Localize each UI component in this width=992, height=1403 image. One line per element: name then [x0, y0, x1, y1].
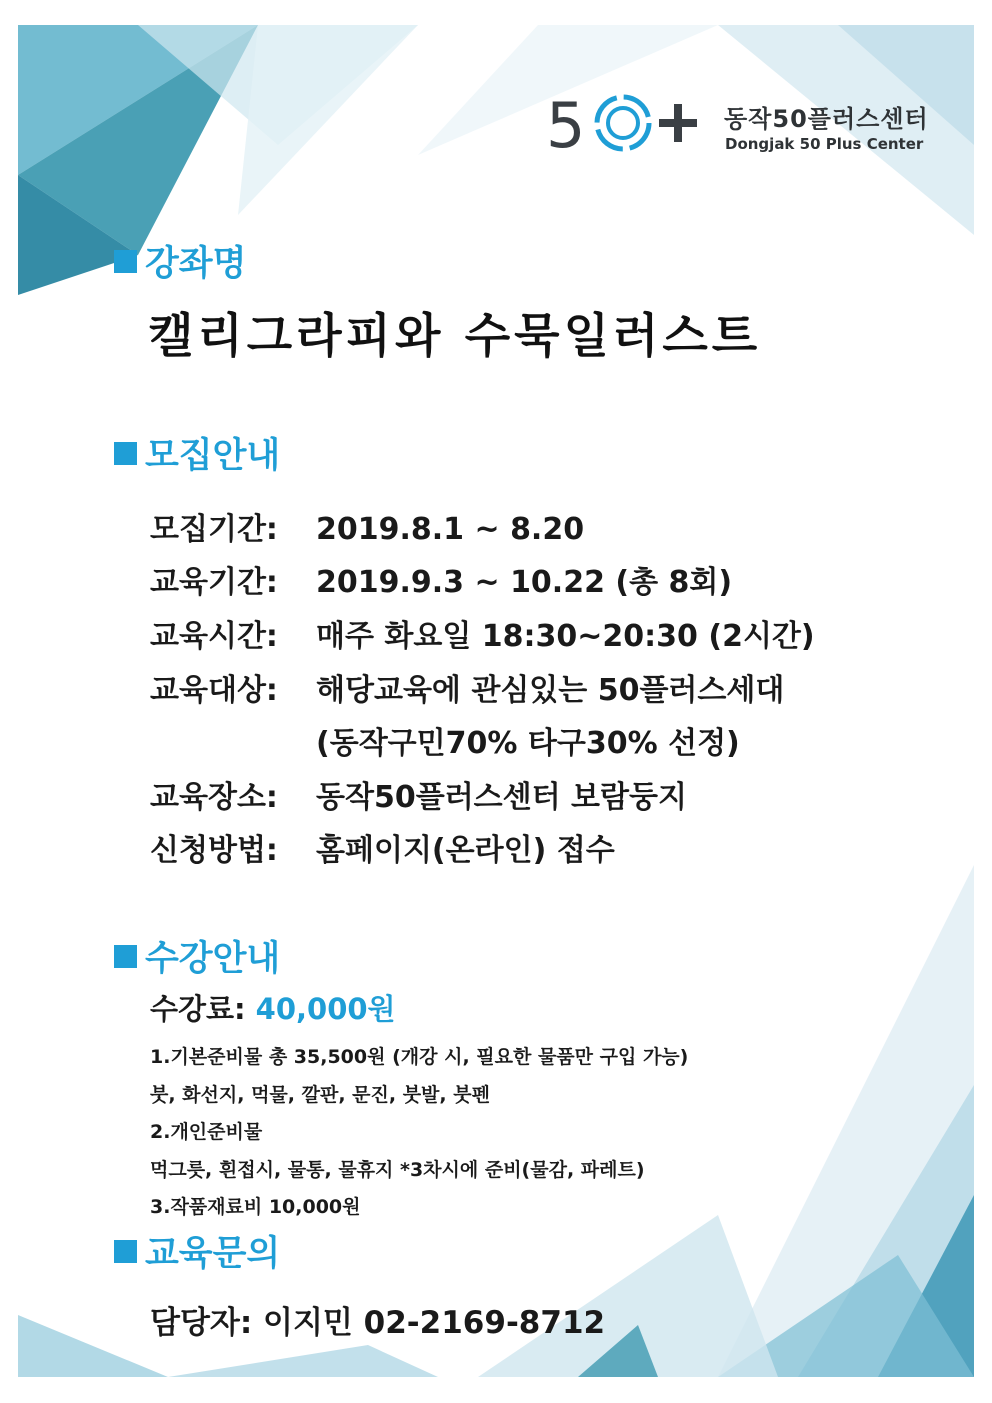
info-value: 2019.9.3 ~ 10.22 (총 8회): [316, 565, 733, 600]
tuition-fee: [150, 992, 396, 1026]
info-value: 2019.8.1 ~ 8.20: [316, 512, 585, 547]
info-row-application: [150, 833, 615, 868]
fee-value: 40,000원: [255, 992, 396, 1026]
square-bullet-icon: [114, 250, 137, 273]
logo-plus-v: [674, 104, 682, 142]
fee-label: 수강료:: [150, 992, 246, 1026]
section-heading-text: 강좌명: [145, 244, 247, 284]
info-row-period: [150, 512, 585, 547]
section-heading-text: 수강안내: [145, 939, 281, 979]
bg-triangle: [168, 1345, 438, 1377]
info-label: 교육기간:: [150, 565, 278, 600]
tuition-line: 붓, 화선지, 먹물, 깔판, 문진, 붓발, 붓펜: [150, 1084, 490, 1106]
info-label: 교육시간:: [150, 619, 278, 654]
section-tuition-heading: [114, 939, 281, 979]
center-logo: [546, 85, 966, 175]
logo-ring-outer: [597, 97, 649, 149]
logo-name-ko: 동작50플러스센터: [724, 105, 929, 133]
tuition-line: 2.개인준비물: [150, 1121, 263, 1143]
info-row-target: [150, 673, 785, 708]
info-row-time: [150, 619, 815, 654]
section-heading-text: 교육문의: [145, 1234, 281, 1274]
tuition-line: 3.작품재료비 10,000원: [150, 1196, 361, 1218]
logo-ring-inner: [608, 108, 638, 138]
square-bullet-icon: [114, 442, 137, 465]
tuition-line: 1.기본준비물 총 35,500원 (개강 시, 필요한 물품만 구입 가능): [150, 1046, 689, 1068]
course-title: 캘리그라피와 수묵일러스트: [148, 309, 762, 364]
section-recruitment-heading: [114, 436, 281, 476]
section-course-heading: [114, 244, 247, 284]
logo-five: 5: [546, 89, 586, 162]
bg-triangle: [238, 25, 418, 215]
info-value: 해당교육에 관심있는 50플러스세대: [316, 673, 785, 708]
info-row-education-period: [150, 565, 733, 600]
bg-triangle: [18, 1315, 168, 1377]
info-label: 교육장소:: [150, 780, 278, 815]
info-label: 신청방법:: [150, 833, 278, 868]
logo-mark: [546, 85, 716, 165]
logo-name-en: Dongjak 50 Plus Center: [725, 135, 924, 153]
poster: [18, 25, 974, 1377]
info-value: 홈페이지(온라인) 접수: [316, 833, 615, 868]
info-row-location: [150, 780, 687, 815]
section-heading-text: 모집안내: [145, 436, 281, 476]
tuition-line: 먹그릇, 흰접시, 물통, 물휴지 *3차시에 준비(물감, 파레트): [150, 1159, 645, 1181]
info-label: 모집기간:: [150, 512, 278, 547]
info-value: 매주 화요일 18:30~20:30 (2시간): [316, 619, 815, 654]
info-label: 교육대상:: [150, 673, 278, 708]
square-bullet-icon: [114, 1240, 137, 1263]
info-value: 동작50플러스센터 보람둥지: [316, 780, 687, 815]
info-row-target-note: (동작구민70% 타구30% 선정): [316, 726, 740, 761]
contact-info: 담당자: 이지민 02-2169-8712: [150, 1305, 606, 1341]
square-bullet-icon: [114, 945, 137, 968]
section-inquiry-heading: [114, 1234, 281, 1274]
